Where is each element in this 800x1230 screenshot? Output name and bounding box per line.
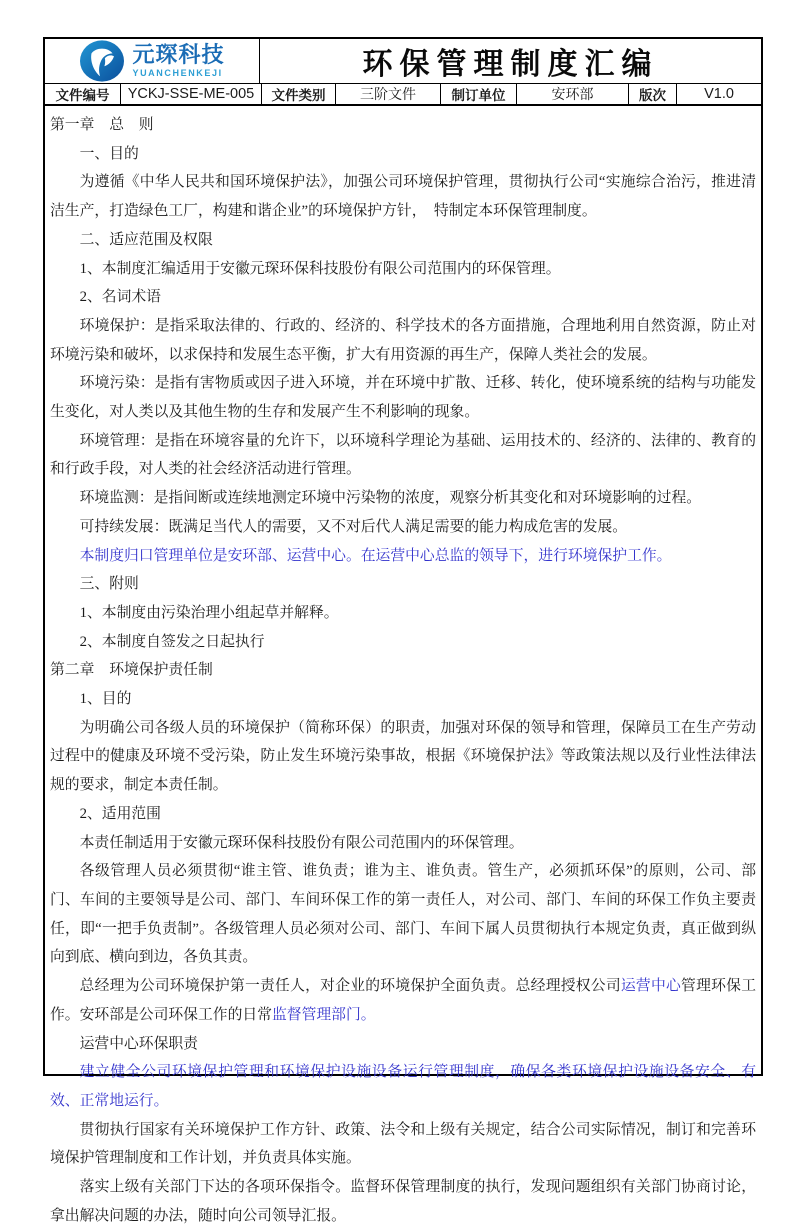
- text-segment: 一、目的: [79, 145, 139, 162]
- text-segment: 各级管理人员必须贯彻“谁主管、谁负责；谁为主、谁负责。管生产，必须抓环保”的原则，公司、部门、车间的主要领导是公司、部门、车间环保工作的第一责任人，对公司、部门、车间的环保工作负主要责任，即“一把手负责制”。各级管理人员必须对公司、部门、车间下属人员贯彻执行本规定负责，真正做到纵向到底、横向到边，各负其责。: [50, 863, 756, 966]
- paragraph: [50, 857, 756, 972]
- paragraph: [50, 685, 756, 714]
- paragraph: [50, 1030, 756, 1059]
- text-segment: 监督管理部门。: [271, 1006, 376, 1023]
- logo-cell: [45, 39, 260, 83]
- doc-number-label: 文件编号: [45, 84, 121, 104]
- text-segment: 为遵循《中华人民共和国环境保护法》，加强公司环境保护管理，贯彻执行公司“实施综合治污，推进清洁生产，打造绿色工厂，构建和谐企业”的环境保护方针， 特制定本环保管理制度。: [50, 174, 756, 220]
- version-label: 版次: [629, 84, 677, 104]
- text-segment: 管理环保工作。安环部是公司环保工作的日常: [50, 978, 756, 1023]
- company-logo-icon: [79, 39, 125, 83]
- paragraph: [50, 168, 756, 225]
- text-segment: 总经理为公司环境保护第一责任人，对企业的环境保护全面负责。总经理授权公司: [79, 978, 621, 995]
- chapter-heading: [50, 656, 756, 685]
- paragraph: [50, 484, 756, 513]
- text-segment: 第一章 总 则: [50, 117, 154, 133]
- issuing-unit-value: 安环部: [517, 84, 629, 104]
- document-header: [45, 39, 761, 84]
- paragraph: [50, 283, 756, 312]
- text-segment: 本制度归口管理单位是安环部、运营中心。在运营中心总监的领导下，进行环境保护工作。: [79, 547, 672, 564]
- company-name-pinyin: YUANCHENKEJI: [132, 68, 223, 78]
- document-body: [45, 106, 761, 1230]
- paragraph: [50, 1058, 756, 1115]
- paragraph: [50, 427, 756, 484]
- paragraph: [50, 1116, 756, 1173]
- doc-type-label: 文件类别: [262, 84, 336, 104]
- paragraph: [50, 140, 756, 169]
- text-segment: 运营中心环保职责: [79, 1035, 198, 1052]
- paragraph: [50, 714, 756, 800]
- text-segment: 运营中心: [620, 978, 682, 995]
- paragraph: [50, 369, 756, 426]
- paragraph: [50, 226, 756, 255]
- text-segment: 1、本制度汇编适用于安徽元琛环保科技股份有限公司范围内的环保管理。: [79, 260, 561, 277]
- paragraph: [50, 542, 756, 571]
- text-segment: 环境污染：是指有害物质或因子进入环境，并在环境中扩散、迁移、转化，使环境系统的结构与功能发生变化，对人类以及其他生物的生存和发展产生不利影响的现象。: [50, 375, 756, 421]
- paragraph: [50, 312, 756, 369]
- text-segment: 二、适应范围及权限: [79, 231, 213, 248]
- version-value: V1.0: [704, 86, 734, 102]
- paragraph: [50, 599, 756, 628]
- chapter-heading: [50, 111, 756, 140]
- paragraph: [50, 513, 756, 542]
- text-segment: 第二章 环境保护责任制: [50, 662, 213, 679]
- paragraph: [50, 255, 756, 284]
- logo-text: [132, 44, 224, 78]
- text-segment: 2、名词术语: [79, 289, 161, 306]
- text-segment: 贯彻执行国家有关环境保护工作方针、政策、法令和上级有关规定，结合公司实际情况，制订和完善环境保护管理制度和工作计划，并负责具体实施。: [50, 1121, 756, 1167]
- company-name: 元琛科技: [132, 42, 225, 67]
- text-segment: 环境监测：是指间断或连续地测定环境中污染物的浓度，观察分析其变化和对环境影响的过程。: [79, 490, 702, 507]
- text-segment: 2、适用范围: [79, 805, 161, 822]
- paragraph: [50, 829, 756, 858]
- paragraph: [50, 570, 756, 599]
- text-segment: 建立健全公司环境保护管理和环境保护设施设备运行管理制度，确保各类环境保护设施设备安全、有效、正常地运行。: [50, 1064, 756, 1109]
- text-segment: 为明确公司各级人员的环境保护（简称环保）的职责，加强对环保的领导和管理，保障员工在生产劳动过程中的健康及环境不受污染，防止发生环境污染事故，根据《环境保护法》等政策法规以及行业性法律法规的要求，制定本责任制。: [50, 719, 756, 794]
- document-page: [43, 37, 763, 1224]
- text-segment: 本责任制适用于安徽元琛环保科技股份有限公司范围内的环保管理。: [79, 834, 524, 851]
- text-segment: 2、本制度自签发之日起执行: [79, 633, 265, 650]
- document-meta-row: [45, 84, 761, 106]
- text-segment: 1、目的: [79, 691, 132, 708]
- text-segment: 落实上级有关部门下达的各项环保指令。监督环保管理制度的执行，发现问题组织有关部门协商讨论，拿出解决问题的办法，随时向公司领导汇报。: [50, 1179, 756, 1224]
- text-segment: 环境保护：是指采取法律的、行政的、经济的、科学技术的各方面措施，合理地利用自然资源，防止对环境污染和破坏，以求保持和发展生态平衡，扩大有用资源的再生产，保障人类社会的发展。: [50, 317, 756, 363]
- text-segment: 可持续发展：既满足当代人的需要，又不对后代人满足需要的能力构成危害的发展。: [79, 518, 628, 535]
- paragraph: [50, 800, 756, 829]
- doc-type-value: 三阶文件: [336, 84, 441, 104]
- text-segment: 1、本制度由污染治理小组起草并解释。: [79, 604, 339, 621]
- paragraph: [50, 628, 756, 657]
- document-title: 环保管理制度汇编: [362, 48, 659, 81]
- title-cell: [260, 39, 761, 83]
- doc-number-value: YCKJ-SSE-ME-005: [121, 84, 262, 104]
- text-segment: 三、附则: [79, 576, 139, 593]
- text-segment: 环境管理：是指在环境容量的允许下，以环境科学理论为基础、运用技术的、经济的、法律的、教育的和行政手段，对人类的社会经济活动进行管理。: [50, 432, 756, 478]
- paragraph: [50, 972, 756, 1029]
- paragraph: [50, 1173, 756, 1230]
- issuing-unit-label: 制订单位: [441, 84, 517, 104]
